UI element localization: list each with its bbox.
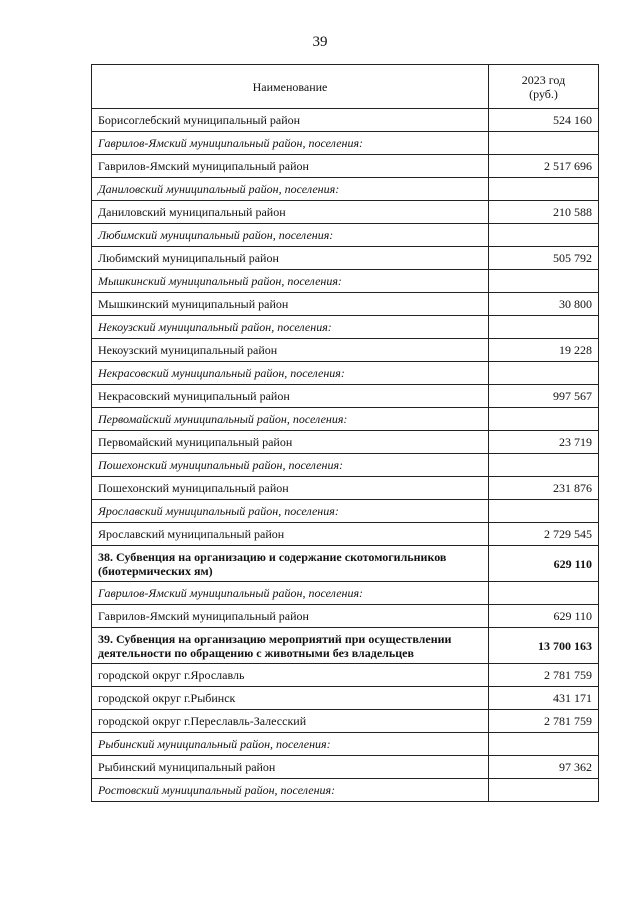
subheader-row [92,270,599,293]
row-name: городской округ г.Переславль-Залесский [92,710,489,733]
subheader-row [92,408,599,431]
row-name: Гаврилов-Ямский муниципальный район, поселения: [92,132,489,155]
table-row [92,109,599,132]
table-row [92,293,599,316]
row-value: 23 719 [489,431,599,454]
table-row [92,431,599,454]
table-row [92,247,599,270]
row-value [489,779,599,802]
row-value [489,733,599,756]
row-value [489,178,599,201]
row-value [489,454,599,477]
subheader-row [92,779,599,802]
row-value [489,362,599,385]
column-header-year: 2023 год [521,72,566,87]
row-name: Даниловский муниципальный район [92,201,489,224]
row-value: 30 800 [489,293,599,316]
row-name: Любимский муниципальный район [92,247,489,270]
row-name: Гаврилов-Ямский муниципальный район, поселения: [92,582,489,605]
row-value: 2 517 696 [489,155,599,178]
row-value [489,408,599,431]
table-row [92,664,599,687]
row-name: Даниловский муниципальный район, поселения: [92,178,489,201]
row-name: Пошехонский муниципальный район, поселения: [92,454,489,477]
row-name: Гаврилов-Ямский муниципальный район [92,605,489,628]
subheader-row [92,454,599,477]
row-name: Мышкинский муниципальный район, поселения: [92,270,489,293]
table-row [92,687,599,710]
table-row [92,523,599,546]
row-value: 431 171 [489,687,599,710]
subheader-row [92,178,599,201]
row-value: 2 781 759 [489,710,599,733]
row-name: Ярославский муниципальный район [92,523,489,546]
row-value: 19 228 [489,339,599,362]
row-value [489,270,599,293]
row-name: Борисоглебский муниципальный район [92,109,489,132]
row-value [489,224,599,247]
table-row [92,339,599,362]
table-body [92,109,599,802]
row-name: Пошехонский муниципальный район [92,477,489,500]
row-name: Первомайский муниципальный район, поселения: [92,408,489,431]
row-value: 997 567 [489,385,599,408]
page-number: 39 [312,34,328,50]
row-value: 2 729 545 [489,523,599,546]
row-name: Рыбинский муниципальный район [92,756,489,779]
table-row [92,477,599,500]
table-row [92,201,599,224]
row-name: Первомайский муниципальный район [92,431,489,454]
grant-row [92,546,599,582]
table-row [92,385,599,408]
subheader-row [92,132,599,155]
subheader-row [92,316,599,339]
column-header-unit: (руб.) [529,86,558,101]
table-header-row [92,65,599,109]
row-name: 38. Субвенция на организацию и содержание скотомогильников (биотермических ям) [92,546,489,582]
row-value: 231 876 [489,477,599,500]
table-row [92,710,599,733]
column-header-value [489,65,599,109]
table-row [92,605,599,628]
row-name: Рыбинский муниципальный район, поселения: [92,733,489,756]
row-name: Мышкинский муниципальный район [92,293,489,316]
subheader-row [92,582,599,605]
row-value: 524 160 [489,109,599,132]
row-name: Любимский муниципальный район, поселения: [92,224,489,247]
row-name: Некрасовский муниципальный район, поселения: [92,362,489,385]
row-value [489,316,599,339]
grant-row [92,628,599,664]
column-header-name: Наименование [92,65,489,109]
row-name: Некоузский муниципальный район [92,339,489,362]
subheader-row [92,362,599,385]
row-name: городской округ г.Рыбинск [92,687,489,710]
row-name: 39. Субвенция на организацию мероприятий при осуществлении деятельности по обращению с животными без владельцев [92,628,489,664]
row-value [489,132,599,155]
budget-table [91,64,599,802]
row-value [489,582,599,605]
subheader-row [92,500,599,523]
row-name: Некоузский муниципальный район, поселения: [92,316,489,339]
table-row [92,155,599,178]
row-value: 629 110 [489,546,599,582]
row-name: Ярославский муниципальный район, поселения: [92,500,489,523]
row-value: 210 588 [489,201,599,224]
row-name: Некрасовский муниципальный район [92,385,489,408]
table-row [92,756,599,779]
row-value: 13 700 163 [489,628,599,664]
row-value: 97 362 [489,756,599,779]
subheader-row [92,733,599,756]
row-value: 2 781 759 [489,664,599,687]
subheader-row [92,224,599,247]
row-value: 505 792 [489,247,599,270]
row-value [489,500,599,523]
row-name: городской округ г.Ярославль [92,664,489,687]
row-value: 629 110 [489,605,599,628]
row-name: Гаврилов-Ямский муниципальный район [92,155,489,178]
row-name: Ростовский муниципальный район, поселения: [92,779,489,802]
